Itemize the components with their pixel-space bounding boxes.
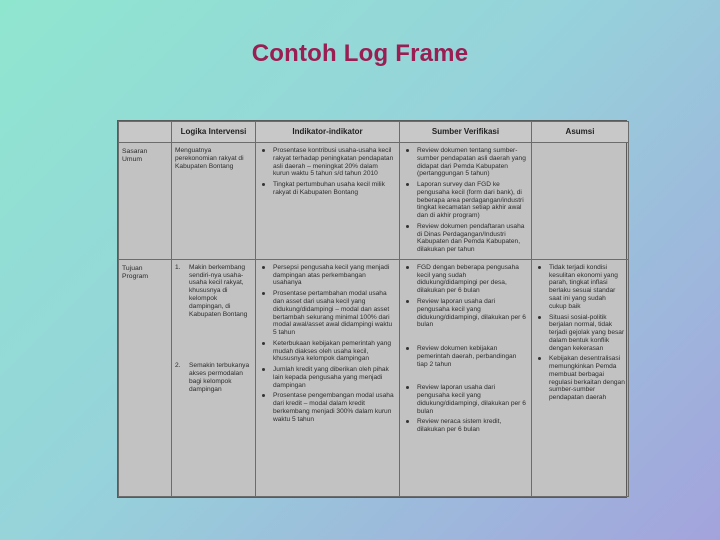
table-row-sasaran-umum <box>119 143 629 260</box>
slide-title: Contoh Log Frame <box>251 40 469 67</box>
list-item: Tidak terjadi kondisi kesulitan ekonomi yang parah, tingkat inflasi berlaku sesuai standar saat ini yang sudah cukup baik <box>535 264 625 311</box>
logframe-table-container <box>117 120 627 498</box>
objective-text: Makin berkembang sendiri-nya usaha-usaha kecil rakyat, khususnya di kelompok dampingan, di Kabupaten Bontang <box>189 263 248 318</box>
header-logika: Logika Intervensi <box>172 122 256 143</box>
list-item: Review dokumen kebijakan pemerintah daerah, perbandingan tiap 2 tahun <box>403 345 528 368</box>
cell-asumsi-tujuan <box>532 259 629 496</box>
objective-number: 1. <box>175 263 181 271</box>
table-row-tujuan-program <box>119 259 629 496</box>
list-item: Tingkat pertumbuhan usaha kecil milik rakyat di Kabupaten Bontang <box>259 181 396 197</box>
list-item: Jumlah kredit yang diberikan oleh pihak lain kepada pengusaha yang menjadi dampingan <box>259 366 396 389</box>
list-item: Review dokumen pendaftaran usaha di Dinas Perdagangan/Industri Kabupaten dan Pemda Kabupaten, dilakukan per tahun <box>403 223 528 254</box>
table-header-row <box>119 122 629 143</box>
list-item: Kebijakan desentralisasi memungkinkan Pemda membuat berbagai regulasi berkaitan dengan sumber-sumber pendapatan daerah <box>535 355 625 402</box>
cell-logika-sasaran <box>172 143 256 260</box>
objective-text: Semakin terbukanya akses permodalan bagi kelompok dampingan <box>189 362 250 393</box>
cell-sumber-sasaran <box>400 143 532 260</box>
cell-logika-tujuan <box>172 259 256 496</box>
cell-indikator-tujuan <box>256 259 400 496</box>
header-asumsi: Asumsi <box>532 122 629 143</box>
cell-asumsi-sasaran <box>532 143 629 260</box>
objective-item <box>175 362 252 393</box>
row-label-sasaran-umum: Sasaran Umum <box>119 143 172 260</box>
list-item: Persepsi pengusaha kecil yang menjadi dampingan atas perkembangan usahanya <box>259 264 396 287</box>
list-item: Prosentase pertambahan modal usaha dan asset dari usaha kecil yang didukung/didampingi – modal dan asset bertambah sekurang minimal 100% dari modal awal/asset awal didampingi waktu 5 tahun <box>259 290 396 337</box>
header-empty <box>119 122 172 143</box>
list-item: Prosentase pengembangan modal usaha dari kredit – modal dalam kredit berkembang menjadi 300% dalam kurun waktu 5 tahun <box>259 392 396 423</box>
cell-indikator-sasaran <box>256 143 400 260</box>
list-item: Keterbukaan kebijakan pemerintah yang mudah diakses oleh usaha kecil, khususnya kelompok dampingan <box>259 340 396 363</box>
list-item: Situasi sosial-politik berjalan normal, tidak terjadi gejolak yang besar dalam bentuk konflik dengan kekerasan <box>535 314 625 353</box>
header-indikator: Indikator-indikator <box>256 122 400 143</box>
list-item: FGD dengan beberapa pengusaha kecil yang sudah didukung/didampingi per desa, dilakukan per 6 bulan <box>403 264 528 295</box>
list-item: Review laporan usaha dari pengusaha kecil yang didukung/didampingi, dilakukan per 6 bulan <box>403 384 528 415</box>
logika-text: Menguatnya perekonomian rakyat di Kabupaten Bontang <box>175 147 244 170</box>
list-item: Laporan survey dan FGD ke pengusaha kecil (form dari bank), di beberapa area perdagangan/industri tingkat kecamatan setiap akhir awal dan di akhir program) <box>403 181 528 220</box>
list-item: Review neraca sistem kredit, dilakukan per 6 bulan <box>403 418 528 434</box>
row-label-tujuan-program: Tujuan Program <box>119 259 172 496</box>
list-item: Review dokumen tentang sumber-sumber pendapatan asli daerah yang didapat dari Pemda Kabupaten (pertanggungan 5 tahun) <box>403 147 528 178</box>
list-item: Review laporan usaha dari pengusaha kecil yang didukung/didampingi, dilakukan per 6 bulan <box>403 298 528 329</box>
objective-number: 2. <box>175 362 181 370</box>
cell-sumber-tujuan <box>400 259 532 496</box>
logframe-table <box>118 121 629 497</box>
header-sumber: Sumber Verifikasi <box>400 122 532 143</box>
objective-item <box>175 264 252 318</box>
list-item: Prosentase kontribusi usaha-usaha kecil rakyat terhadap peningkatan pendapatan asli daerah – meningkat 20% dalam kurun waktu 5 tahun s/d tahun 2010 <box>259 147 396 178</box>
